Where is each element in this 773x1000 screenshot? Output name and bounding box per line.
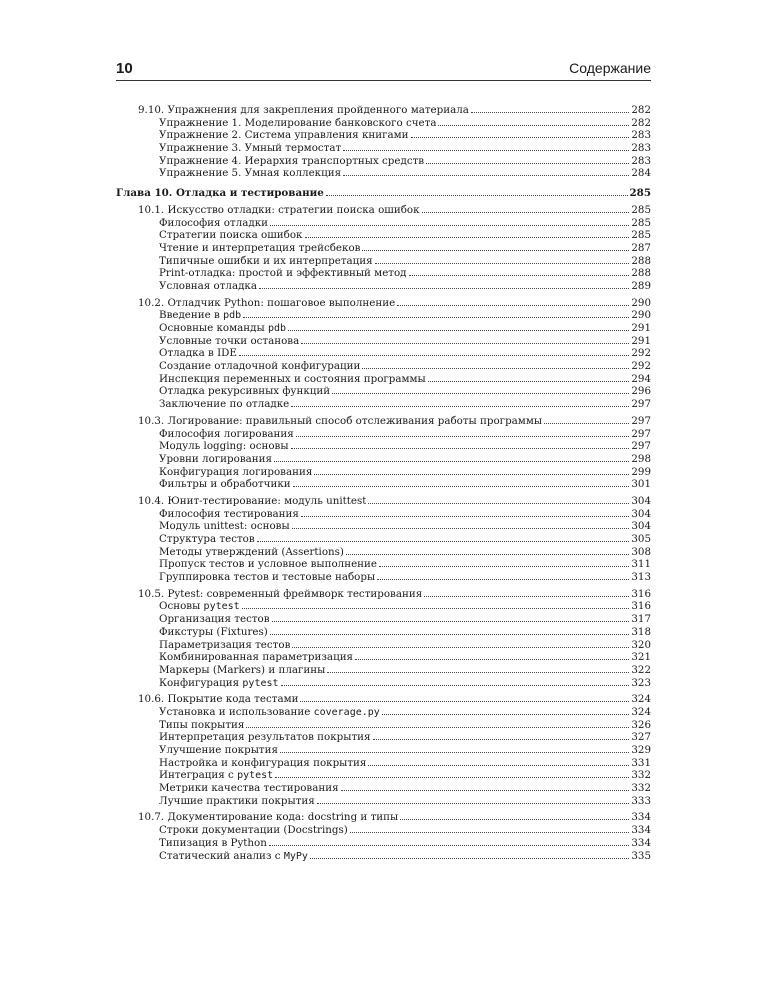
toc-entry-title: [159, 520, 290, 533]
toc-entry-text: Маркеры (Markers) и плагины: [159, 663, 326, 676]
toc-page-number: 324: [631, 693, 651, 706]
toc-entry-title: [159, 267, 407, 280]
toc-subsection-entry: [116, 385, 651, 398]
toc-subsection-entry: [116, 558, 651, 571]
toc-entry-title: [159, 769, 273, 783]
dot-leader: [438, 125, 629, 126]
toc-entry-text: Типы покрытия: [159, 718, 245, 731]
toc-subsection-entry: [116, 155, 651, 168]
toc-subsection-entry: [116, 677, 651, 690]
toc-page-number: 289: [631, 279, 651, 292]
toc-subsection-entry: [116, 428, 651, 441]
toc-subsection-entry: [116, 639, 651, 652]
dot-leader: [275, 777, 629, 778]
toc-page-number: 304: [631, 507, 651, 520]
toc-page-number: 292: [631, 360, 651, 373]
dot-leader: [332, 393, 629, 394]
dot-leader: [341, 790, 630, 791]
toc-entry-text: Основные команды: [159, 322, 268, 334]
toc-page-number: 334: [631, 811, 651, 824]
toc-entry-text: Типичные ошибки и их интерпретация: [159, 254, 373, 267]
toc-page-number: 290: [631, 309, 651, 322]
toc-entry-code: pdb: [267, 323, 287, 334]
toc-entry-text: Философия тестирования: [159, 507, 299, 520]
toc-entry-title: [138, 495, 366, 508]
toc-subsection-entry: [116, 129, 651, 142]
dot-leader: [350, 832, 630, 833]
toc-entry-title: [159, 664, 325, 677]
toc-entry-title: [159, 440, 289, 453]
toc-entry-title: [159, 533, 255, 546]
toc-subsection-entry: [116, 757, 651, 770]
toc-entry-title: [138, 811, 398, 824]
toc-page-number: 304: [631, 520, 651, 533]
toc-subsection-entry: [116, 398, 651, 411]
toc-subsection-entry: [116, 744, 651, 757]
toc-page-number: 324: [631, 705, 651, 718]
toc-page-number: 283: [631, 129, 651, 142]
toc-page-number: 332: [631, 782, 651, 795]
dot-leader: [291, 406, 629, 407]
dot-leader: [270, 225, 629, 226]
dot-leader: [246, 727, 629, 728]
toc-page-number: 322: [631, 663, 651, 676]
dot-leader: [379, 566, 629, 567]
toc-entry-text: Отладка в IDE: [159, 347, 237, 360]
toc-subsection-entry: [116, 769, 651, 782]
toc-entry-title: [138, 104, 469, 117]
toc-entry-title: [159, 385, 330, 398]
toc-subsection-entry: [116, 782, 651, 795]
toc-section-entry: [116, 297, 651, 310]
toc-entry-title: [159, 229, 303, 242]
toc-subsection-entry: [116, 837, 651, 850]
dot-leader: [544, 423, 629, 424]
dot-leader: [424, 596, 629, 597]
dot-leader: [292, 528, 630, 529]
toc-entry-text: Инспекция переменных и состояния программы: [159, 372, 426, 385]
dot-leader: [362, 250, 629, 251]
toc-page-number: 332: [631, 769, 651, 782]
toc-entry-title: [159, 428, 294, 441]
toc-section-entry: [116, 495, 651, 508]
toc-page-number: 291: [631, 334, 651, 347]
toc-page-number: 335: [631, 849, 651, 862]
toc-entry-text: 10.7. Документирование кода: docstring и типы: [138, 811, 399, 824]
toc-entry-title: [159, 398, 289, 411]
toc-subsection-entry: [116, 651, 651, 664]
toc-chapter-entry: [116, 187, 651, 200]
toc-page-number: 298: [631, 452, 651, 465]
dot-leader: [296, 436, 630, 437]
toc-subsection-entry: [116, 167, 651, 180]
toc-entry-text: Основы: [159, 600, 204, 613]
toc-page-number: 297: [631, 427, 651, 440]
toc-page-number: 318: [631, 625, 651, 638]
toc-page-number: 327: [631, 731, 651, 744]
toc-entry-text: 10.1. Искусство отладки: стратегии поиска ошибок: [138, 203, 420, 216]
toc-subsection-entry: [116, 373, 651, 386]
toc-entry-text: Структура тестов: [159, 533, 255, 545]
toc-page-number: 321: [631, 651, 651, 664]
toc-entry-title: [138, 693, 298, 706]
toc-subsection-entry: [116, 533, 651, 546]
toc-entry-text: Улучшение покрытия: [159, 744, 278, 756]
toc-entry-text: Организация тестов: [159, 613, 270, 626]
toc-entry-title: [159, 837, 267, 850]
toc-entry-title: [159, 824, 348, 837]
toc-entry-text: Интерпретация результатов покрытия: [159, 731, 371, 744]
toc-entry-text: Типизация в Python: [159, 836, 267, 849]
toc-entry-text: Установка и использование: [159, 705, 314, 718]
toc-subsection-entry: [116, 360, 651, 373]
toc-entry-text: Уровни логирования: [159, 452, 272, 465]
toc-subsection-entry: [116, 335, 651, 348]
toc-entry-title: [159, 706, 380, 720]
toc-entry-text: 10.4. Юнит-тестирование: модуль unittest: [138, 494, 367, 507]
toc-page-number: 285: [631, 229, 651, 242]
dot-leader: [293, 486, 630, 487]
toc-entry-text: Print-отладка: простой и эффективный метод: [159, 267, 407, 280]
toc-subsection-entry: [116, 322, 651, 335]
page-header: [116, 60, 651, 80]
dot-leader: [301, 516, 629, 517]
dot-leader: [355, 659, 629, 660]
toc-entry-title: [159, 613, 270, 626]
toc-entry-text: Философия логирования: [159, 427, 294, 440]
toc-entry-text: Группировка тестов и тестовые наборы: [159, 571, 376, 584]
toc-entry-text: Фикстуры (Fixtures): [159, 625, 268, 638]
toc-entry-title: [159, 280, 257, 293]
toc-entry-title: [138, 588, 422, 601]
toc-entry-title: [159, 795, 315, 808]
toc-entry-text: Конфигурация: [159, 676, 243, 689]
dot-leader: [317, 803, 630, 804]
toc-entry-text: Интеграция с: [159, 769, 238, 782]
dot-leader: [310, 858, 629, 859]
toc-entry-text: Упражнение 4. Иерархия транспортных средств: [159, 154, 425, 167]
toc-entry-text: Глава 10. Отладка и тестирование: [116, 187, 324, 200]
toc-page-number: 313: [631, 571, 651, 584]
dot-leader: [257, 541, 630, 542]
toc-entry-title: [159, 639, 290, 652]
toc-page-number: 301: [631, 478, 651, 491]
toc-subsection-entry: [116, 850, 651, 863]
toc-subsection-entry: [116, 267, 651, 280]
dot-leader: [343, 150, 629, 151]
toc-entry-title: [159, 453, 272, 466]
toc-page-number: 299: [631, 465, 651, 478]
toc-page-number: 294: [631, 372, 651, 385]
toc-page-number: 296: [631, 385, 651, 398]
dot-leader: [382, 714, 630, 715]
toc-entry-code: MyPy: [283, 850, 308, 862]
toc-subsection-entry: [116, 217, 651, 230]
toc-entry-title: [159, 731, 371, 744]
dot-leader: [272, 621, 630, 622]
dot-leader: [291, 448, 630, 449]
dot-leader: [301, 343, 629, 344]
toc-subsection-entry: [116, 142, 651, 155]
dot-leader: [343, 175, 629, 176]
dot-leader: [242, 608, 630, 609]
toc-page-number: 311: [631, 558, 651, 571]
dot-leader: [300, 701, 629, 702]
toc-entry-text: 10.2. Отладчик Python: пошаговое выполнение: [138, 296, 396, 309]
toc-entry-text: Упражнение 2. Система управления книгами: [159, 129, 409, 142]
page-number: 10: [116, 60, 133, 77]
toc-entry-code: coverage.py: [313, 706, 380, 718]
toc-subsection-entry: [116, 478, 651, 491]
toc-entry-text: Фильтры и обработчики: [159, 478, 291, 491]
toc-entry-title: [159, 546, 344, 559]
toc-subsection-entry: [116, 117, 651, 130]
dot-leader: [400, 819, 629, 820]
toc-entry-title: [159, 360, 360, 373]
toc-page-number: 285: [631, 216, 651, 229]
dot-leader: [471, 112, 629, 113]
dot-leader: [368, 503, 629, 504]
toc-section-entry: [116, 415, 651, 428]
toc-subsection-entry: [116, 508, 651, 521]
toc-entry-text: Условная отладка: [159, 279, 258, 292]
toc-page-number: 285: [631, 203, 651, 216]
toc-entry-title: [159, 757, 366, 770]
toc-subsection-entry: [116, 242, 651, 255]
toc-entry-code: pytest: [203, 601, 240, 613]
toc-entry-title: [116, 187, 324, 200]
toc-entry-text: Пропуск тестов и условное выполнение: [159, 558, 377, 571]
dot-leader: [362, 368, 629, 369]
toc-entry-text: Модуль logging: основы: [159, 440, 289, 453]
toc-entry-text: Чтение и интерпретация трейсбеков: [159, 241, 361, 254]
table-of-contents: [116, 104, 651, 862]
toc-entry-text: Введение в: [159, 309, 224, 322]
toc-subsection-entry: [116, 453, 651, 466]
toc-subsection-entry: [116, 613, 651, 626]
toc-page-number: 297: [631, 440, 651, 453]
toc-page-number: 297: [631, 398, 651, 411]
toc-subsection-entry: [116, 309, 651, 322]
toc-entry-text: Лучшие практики покрытия: [159, 794, 315, 807]
toc-page-number: 323: [631, 676, 651, 689]
toc-entry-text: Строки документации (Docstrings): [159, 824, 348, 837]
toc-subsection-entry: [116, 795, 651, 808]
toc-entry-title: [159, 478, 291, 491]
dot-leader: [292, 647, 629, 648]
toc-page-number: 288: [631, 254, 651, 267]
dot-leader: [239, 355, 629, 356]
toc-page-number: 287: [631, 241, 651, 254]
toc-subsection-entry: [116, 466, 651, 479]
dot-leader: [409, 275, 630, 276]
dot-leader: [327, 672, 629, 673]
toc-page-number: 334: [631, 824, 651, 837]
toc-entry-title: [159, 142, 341, 155]
toc-page-number: 292: [631, 347, 651, 360]
toc-entry-title: [159, 217, 268, 230]
dot-leader: [288, 330, 629, 331]
toc-entry-text: Методы утверждений (Assertions): [159, 545, 344, 558]
toc-entry-title: [159, 155, 424, 168]
toc-entry-text: Параметризация тестов: [159, 638, 291, 651]
dot-leader: [346, 554, 629, 555]
toc-entry-title: [159, 117, 436, 130]
dot-leader: [269, 845, 629, 846]
toc-entry-title: [159, 719, 244, 732]
toc-page-number: 282: [631, 116, 651, 129]
toc-entry-text: Упражнение 3. Умный термостат: [159, 142, 342, 155]
toc-subsection-entry: [116, 440, 651, 453]
dot-leader: [270, 634, 630, 635]
toc-entry-text: Метрики качества тестирования: [159, 782, 339, 795]
toc-subsection-entry: [116, 824, 651, 837]
toc-subsection-entry: [116, 520, 651, 533]
dot-leader: [314, 474, 629, 475]
dot-leader: [243, 317, 629, 318]
dot-leader: [281, 685, 630, 686]
toc-entry-title: [159, 626, 268, 639]
toc-section-entry: [116, 204, 651, 217]
dot-leader: [259, 288, 629, 289]
toc-page-number: 333: [631, 794, 651, 807]
toc-section-entry: [116, 588, 651, 601]
toc-entry-title: [159, 850, 308, 864]
toc-entry-title: [159, 347, 237, 360]
dot-leader: [373, 739, 630, 740]
toc-section-entry: [116, 104, 651, 117]
toc-subsection-entry: [116, 626, 651, 639]
toc-entry-title: [138, 204, 420, 217]
toc-entry-text: Комбинированная параметризация: [159, 651, 354, 664]
toc-page-number: 331: [631, 756, 651, 769]
toc-entry-title: [159, 677, 279, 691]
dot-leader: [422, 212, 630, 213]
toc-entry-code: pdb: [223, 310, 242, 322]
toc-entry-title: [159, 558, 377, 571]
toc-entry-title: [159, 466, 312, 479]
toc-entry-text: Упражнение 5. Умная коллекция: [159, 167, 342, 180]
toc-page-number: 304: [631, 494, 651, 507]
toc-page-number: 285: [629, 187, 651, 200]
toc-subsection-entry: [116, 731, 651, 744]
toc-page-number: 316: [631, 600, 651, 613]
toc-section-entry: [116, 811, 651, 824]
toc-subsection-entry: [116, 255, 651, 268]
toc-page-number: 290: [631, 296, 651, 309]
toc-entry-title: [159, 744, 278, 757]
dot-leader: [411, 137, 630, 138]
toc-page-number: 288: [631, 267, 651, 280]
toc-entry-title: [159, 373, 426, 386]
toc-entry-title: [159, 600, 240, 614]
toc-entry-title: [159, 167, 341, 180]
toc-entry-text: 10.6. Покрытие кода тестами: [138, 693, 299, 706]
toc-entry-code: pytest: [237, 770, 274, 782]
dot-leader: [397, 305, 629, 306]
toc-entry-text: Статический анализ с: [159, 849, 284, 862]
toc-page-number: 329: [631, 744, 651, 756]
dot-leader: [326, 195, 628, 196]
toc-entry-text: Заключение по отладке: [159, 398, 290, 411]
toc-section-entry: [116, 693, 651, 706]
toc-entry-text: Настройка и конфигурация покрытия: [159, 756, 367, 769]
toc-subsection-entry: [116, 280, 651, 293]
toc-subsection-entry: [116, 706, 651, 719]
toc-entry-title: [159, 322, 286, 336]
toc-entry-text: Стратегии поиска ошибок: [159, 229, 303, 242]
dot-leader: [377, 579, 629, 580]
toc-entry-text: Отладка рекурсивных функций: [159, 385, 331, 398]
toc-page-number: 282: [631, 104, 651, 116]
toc-subsection-entry: [116, 571, 651, 584]
toc-subsection-entry: [116, 546, 651, 559]
toc-subsection-entry: [116, 664, 651, 677]
toc-entry-title: [159, 242, 360, 255]
toc-entry-text: Условные точки останова: [159, 334, 300, 347]
dot-leader: [368, 765, 629, 766]
toc-page-number: 305: [631, 533, 651, 545]
toc-entry-text: 9.10. Упражнения для закрепления пройденного материала: [138, 104, 469, 116]
toc-page-number: 283: [631, 154, 651, 167]
toc-entry-title: [159, 255, 373, 268]
toc-entry-text: 10.5. Pytest: современный фреймворк тестирования: [138, 587, 423, 600]
toc-subsection-entry: [116, 719, 651, 732]
toc-entry-title: [159, 309, 241, 323]
running-header: Содержание: [569, 60, 651, 76]
toc-entry-title: [159, 129, 409, 142]
toc-page-number: 334: [631, 836, 651, 849]
toc-entry-text: Философия отладки: [159, 216, 269, 229]
toc-entry-title: [159, 571, 375, 584]
toc-entry-title: [138, 297, 395, 310]
toc-page-number: 317: [631, 613, 651, 626]
toc-page-number: 283: [631, 142, 651, 155]
header-rule: [116, 80, 651, 81]
toc-entry-text: 10.3. Логирование: правильный способ отслеживания работы программы: [138, 414, 543, 427]
toc-page-number: 297: [631, 414, 651, 427]
toc-page-number: 320: [631, 638, 651, 651]
toc-entry-title: [159, 508, 299, 521]
toc-subsection-entry: [116, 229, 651, 242]
toc-entry-title: [159, 651, 353, 664]
dot-leader: [375, 263, 630, 264]
dot-leader: [280, 752, 629, 753]
toc-entry-title: [159, 782, 339, 795]
toc-page-number: 316: [631, 587, 651, 600]
toc-entry-code: pytest: [242, 677, 279, 689]
toc-subsection-entry: [116, 347, 651, 360]
toc-entry-text: Создание отладочной конфигурации: [159, 360, 361, 373]
toc-entry-title: [138, 415, 542, 428]
toc-page-number: 291: [631, 322, 651, 334]
toc-entry-text: Конфигурация логирования: [159, 465, 313, 478]
toc-entry-title: [159, 335, 299, 348]
toc-page-number: 284: [631, 167, 651, 180]
dot-leader: [274, 461, 629, 462]
toc-entry-text: Упражнение 1. Моделирование банковского счета: [159, 116, 437, 129]
dot-leader: [428, 381, 630, 382]
toc-page-number: 308: [631, 545, 651, 558]
dot-leader: [305, 237, 630, 238]
toc-page-number: 326: [631, 718, 651, 731]
toc-subsection-entry: [116, 600, 651, 613]
dot-leader: [426, 163, 629, 164]
toc-entry-text: Модуль unittest: основы: [159, 520, 290, 533]
